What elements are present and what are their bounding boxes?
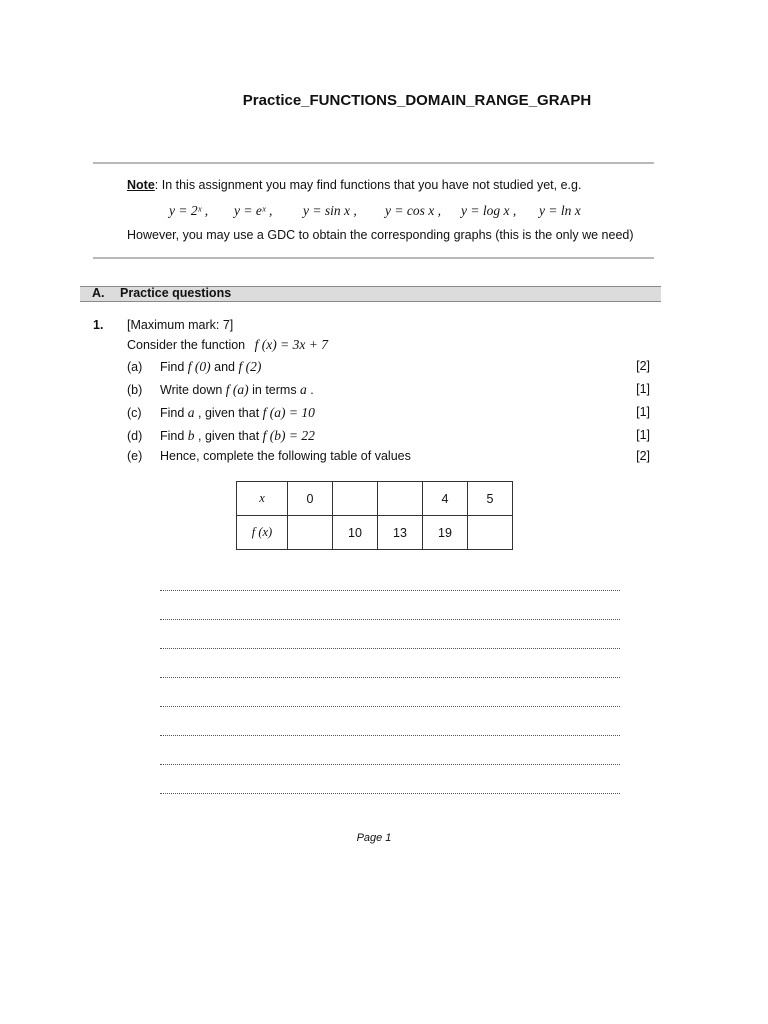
part-math: a xyxy=(187,405,195,420)
part-label: (e) xyxy=(127,449,143,463)
note-label: Note xyxy=(127,178,155,192)
part-text: in terms xyxy=(248,383,301,397)
part-text: Find xyxy=(160,429,188,443)
question-intro xyxy=(127,337,328,353)
answer-line[interactable] xyxy=(160,580,620,591)
answer-line[interactable] xyxy=(160,696,620,707)
answer-line[interactable] xyxy=(160,609,620,620)
answer-line[interactable] xyxy=(160,667,620,678)
answer-line[interactable] xyxy=(160,725,620,736)
table-row-fx xyxy=(237,516,513,550)
example-function-1: y = 2ˣ , xyxy=(169,203,209,218)
part-c xyxy=(127,405,315,421)
part-text: , given that xyxy=(194,406,263,420)
part-text: , given that xyxy=(194,429,263,443)
part-label: (c) xyxy=(127,406,142,420)
table-cell[interactable] xyxy=(333,482,378,516)
table-cell[interactable] xyxy=(288,516,333,550)
part-text: Write down xyxy=(160,383,226,397)
part-text: and xyxy=(210,360,239,374)
question-number: 1. xyxy=(93,318,104,332)
table-cell: 0 xyxy=(288,482,333,516)
table-cell[interactable] xyxy=(378,482,423,516)
part-math: b xyxy=(187,428,195,443)
part-math: a xyxy=(300,382,307,397)
note-body: : In this assignment you may find functions that you have not studied yet, e.g. xyxy=(154,178,582,192)
answer-line[interactable] xyxy=(160,783,620,794)
part-text: Hence, complete the following table of values xyxy=(160,449,411,463)
part-label: (d) xyxy=(127,429,143,443)
max-mark: [Maximum mark: 7] xyxy=(127,318,234,332)
example-function-3: y = sin x , xyxy=(303,203,357,218)
section-title: Practice questions xyxy=(120,286,232,300)
part-text: Find xyxy=(160,406,188,420)
part-b-marks: [1] xyxy=(636,382,650,396)
row-label-fx: f (x) xyxy=(237,516,288,550)
part-math: f (a) xyxy=(225,382,249,397)
table-cell: 19 xyxy=(423,516,468,550)
part-d-marks: [1] xyxy=(636,428,650,442)
part-math: f (b) = 22 xyxy=(262,428,315,443)
part-math: f (2) xyxy=(238,359,262,374)
answer-line[interactable] xyxy=(160,754,620,765)
section-header xyxy=(80,286,661,302)
part-math: f (a) = 10 xyxy=(262,405,315,420)
part-b xyxy=(127,382,314,398)
table-cell: 13 xyxy=(378,516,423,550)
part-text: . xyxy=(306,383,314,397)
example-function-4: y = cos x , xyxy=(385,203,441,218)
part-e-marks: [2] xyxy=(636,449,650,463)
table-cell[interactable] xyxy=(468,516,513,550)
row-label-x: x xyxy=(237,482,288,516)
note-top-divider xyxy=(93,162,654,164)
intro-text: Consider the function xyxy=(127,338,246,352)
part-a-marks: [2] xyxy=(636,359,650,373)
part-math: f (0) xyxy=(187,359,211,374)
note-text xyxy=(127,178,581,192)
table-row-x xyxy=(237,482,513,516)
part-d xyxy=(127,428,315,444)
part-text: Find xyxy=(160,360,188,374)
note-bottom-divider xyxy=(93,257,654,259)
gdc-note: However, you may use a GDC to obtain the corresponding graphs (this is the only we need) xyxy=(127,228,634,242)
part-e xyxy=(127,449,411,463)
part-c-marks: [1] xyxy=(636,405,650,419)
values-table xyxy=(236,481,513,550)
page-number: Page 1 xyxy=(356,832,392,844)
table-cell: 10 xyxy=(333,516,378,550)
page-title: Practice_FUNCTIONS_DOMAIN_RANGE_GRAPH xyxy=(242,92,592,109)
table-cell: 5 xyxy=(468,482,513,516)
answer-line[interactable] xyxy=(160,638,620,649)
example-function-5: y = log x , xyxy=(461,203,517,218)
part-label: (a) xyxy=(127,360,143,374)
part-label: (b) xyxy=(127,383,143,397)
function-definition: f (x) = 3x + 7 xyxy=(254,337,328,352)
example-function-6: y = ln x xyxy=(539,203,581,218)
example-function-2: y = eˣ , xyxy=(234,203,273,218)
section-letter: A. xyxy=(92,286,105,300)
part-a xyxy=(127,359,261,375)
table-cell: 4 xyxy=(423,482,468,516)
